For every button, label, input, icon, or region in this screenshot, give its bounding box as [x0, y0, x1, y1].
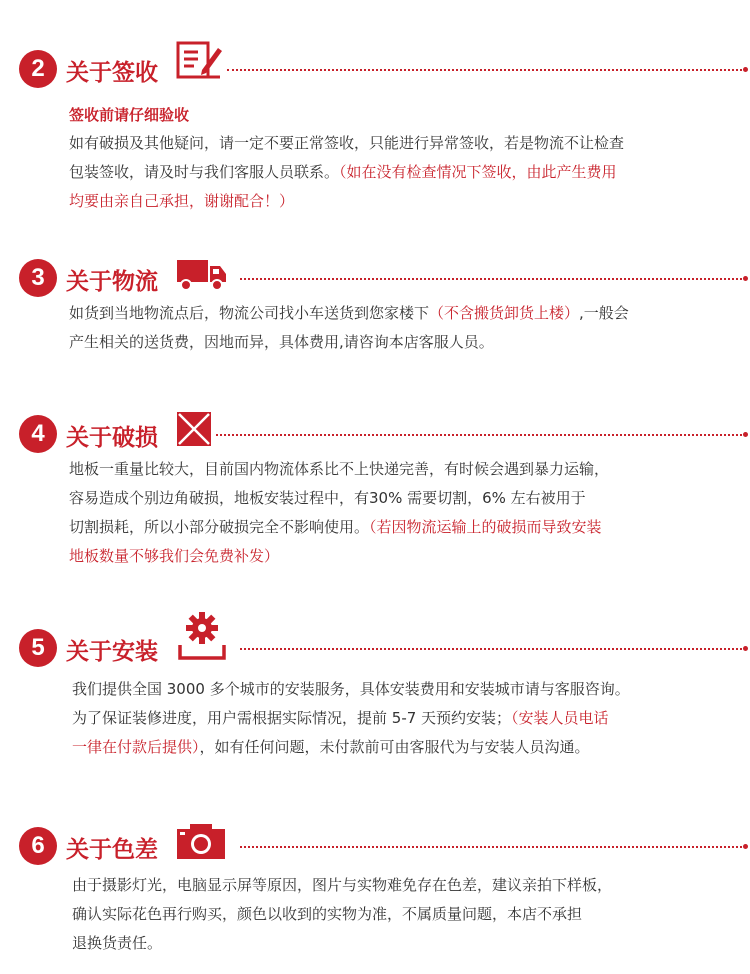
section-number-badge: 2 — [19, 50, 57, 88]
text-line: 切割损耗，所以小部分破损完全不影响使用。（若因物流运输上的破损而导致安装 — [69, 518, 602, 536]
section-title: 关于色差 — [66, 837, 158, 863]
section-body — [69, 129, 741, 216]
section-number-badge: 4 — [19, 415, 57, 453]
dotted-divider — [240, 846, 742, 848]
damaged-package-icon — [176, 411, 212, 447]
text-line: 包装签收，请及时与我们客服人员联系。（如在没有检查情况下签收，由此产生费用 — [69, 163, 617, 181]
section-number-badge: 3 — [19, 259, 57, 297]
text-line: 由于摄影灯光，电脑显示屏等原因，图片与实物难免存在色差，建议亲拍下样板， — [72, 876, 613, 894]
section-subtitle: 签收前请仔细验收 — [69, 106, 190, 124]
text-line: 产生相关的送货费，因地而异，具体费用,请咨询本店客服人员。 — [69, 333, 494, 351]
section-body — [72, 675, 744, 762]
text-line: 地板一重量比较大，目前国内物流体系比不上快递完善，有时候会遇到暴力运输， — [69, 460, 610, 478]
text-line: 如货到当地物流点后，物流公司找小车送货到您家楼下（不含搬货卸货上楼）,一般会 — [69, 304, 629, 322]
dotted-divider — [227, 69, 742, 71]
camera-icon — [176, 822, 226, 860]
section-title: 关于签收 — [66, 60, 158, 86]
text-line: 地板数量不够我们会免费补发） — [69, 547, 280, 565]
dotted-divider — [240, 648, 742, 650]
section-body — [69, 299, 741, 357]
text-line: 均要由亲自己承担，谢谢配合！） — [69, 192, 295, 210]
text-line: 为了保证装修进度，用户需根据实际情况，提前 5-7 天预约安装；（安装人员电话 — [72, 709, 609, 727]
text-line: 确认实际花色再行购买，颜色以收到的实物为准，不属质量问题，本店不承担 — [72, 905, 583, 923]
text-line: 我们提供全国 3000 多个城市的安装服务，具体安装费用和安装城市请与客服咨询。 — [72, 680, 630, 698]
section-title: 关于破损 — [66, 425, 158, 451]
section-title: 关于物流 — [66, 269, 158, 295]
section-title: 关于安装 — [66, 639, 158, 665]
section-body — [72, 871, 744, 958]
text-line: 退换货责任。 — [72, 934, 163, 952]
section-number-badge: 5 — [19, 629, 57, 667]
text-line: 容易造成个别边角破损，地板安装过程中，有30% 需要切割，6% 左右被用于 — [69, 489, 586, 507]
text-line: 如有破损及其他疑问，请一定不要正常签收，只能进行异常签收，若是物流不让检查 — [69, 134, 625, 152]
section-body — [69, 455, 741, 571]
text-line: 一律在付款后提供），如有任何问题，未付款前可由客服代为与安装人员沟通。 — [72, 738, 590, 756]
truck-icon — [176, 258, 228, 292]
dotted-divider — [240, 278, 742, 280]
sign-document-icon — [176, 40, 224, 82]
dotted-divider — [216, 434, 742, 436]
installation-gear-icon — [176, 611, 228, 661]
section-number-badge: 6 — [19, 827, 57, 865]
